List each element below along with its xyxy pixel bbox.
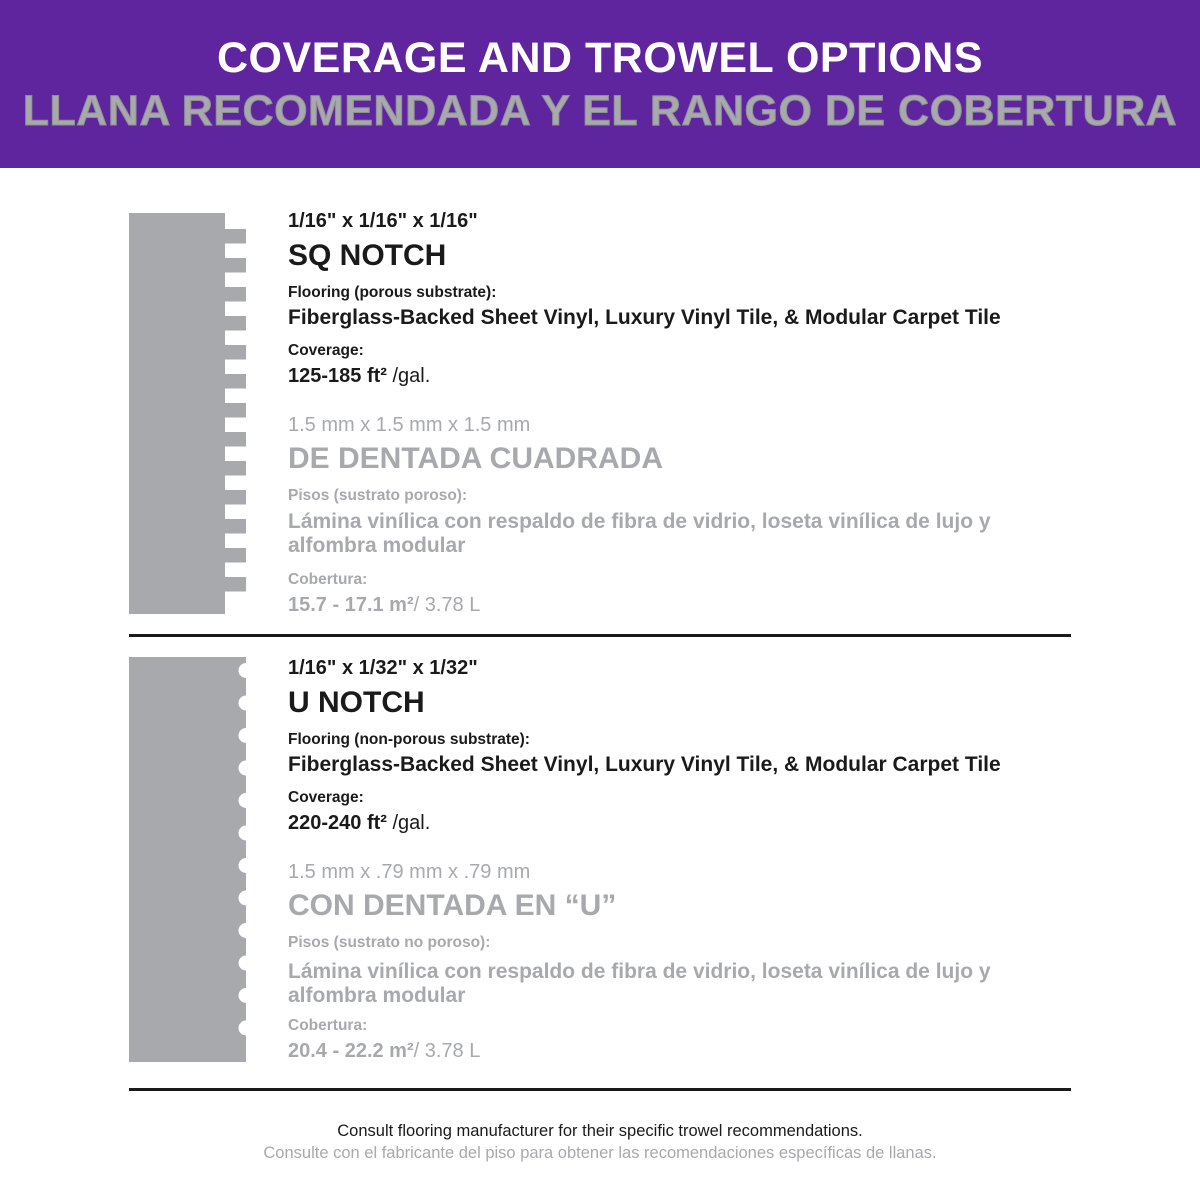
header-banner: [0, 0, 1200, 168]
u-notch-trowel-icon: [129, 657, 249, 1062]
u-coverage-es: [288, 1040, 480, 1063]
section-divider-1: [129, 634, 1071, 637]
u-flooring-value: Fiberglass-Backed Sheet Vinyl, Luxury Vinyl Tile, & Modular Carpet Tile: [288, 753, 1001, 776]
footer-note-spanish: Consulte con el fabricante del piso para obtener las recomendaciones específicas de llanas.: [263, 1144, 937, 1162]
sq-coverage: [288, 365, 430, 388]
u-coverage-value: 220-240 ft²: [288, 812, 387, 834]
u-flooring-value-es: Lámina vinílica con respaldo de fibra de vidrio, loseta vinílica de lujo y alfombra modular: [288, 960, 991, 1007]
section-divider-2: [129, 1088, 1071, 1091]
u-coverage: [288, 812, 430, 835]
sq-coverage-unit-es: / 3.78 L: [413, 594, 481, 616]
u-notch-title-es: CON DENTADA EN “U”: [288, 889, 617, 922]
square-notch-trowel-icon: [129, 213, 249, 614]
u-flooring-label-es: Pisos (sustrato no poroso):: [288, 934, 491, 951]
sq-coverage-unit: /gal.: [386, 365, 431, 387]
u-coverage-unit-es: / 3.78 L: [413, 1040, 481, 1062]
sq-dimensions-es: 1.5 mm x 1.5 mm x 1.5 mm: [288, 414, 531, 436]
sq-coverage-es: [288, 594, 480, 617]
sq-notch-title: SQ NOTCH: [288, 239, 447, 272]
u-coverage-label: Coverage:: [288, 789, 364, 806]
u-notch-title: U NOTCH: [288, 686, 425, 719]
u-dimensions-es: 1.5 mm x .79 mm x .79 mm: [288, 861, 531, 883]
footer-note-english: Consult flooring manufacturer for their specific trowel recommendations.: [337, 1122, 863, 1140]
sq-coverage-label-es: Cobertura:: [288, 571, 368, 588]
u-coverage-value-es: 20.4 - 22.2 m²: [288, 1040, 414, 1062]
sq-coverage-value-es: 15.7 - 17.1 m²: [288, 594, 414, 616]
u-flooring-label: Flooring (non-porous substrate):: [288, 731, 530, 748]
sq-flooring-label: Flooring (porous substrate):: [288, 284, 497, 301]
sq-coverage-label: Coverage:: [288, 342, 364, 359]
sq-coverage-value: 125-185 ft²: [288, 365, 387, 387]
u-dimensions: 1/16" x 1/32" x 1/32": [288, 657, 478, 679]
sq-flooring-value-es: Lámina vinílica con respaldo de fibra de vidrio, loseta vinílica de lujo y alfombra modular: [288, 510, 991, 557]
u-coverage-label-es: Cobertura:: [288, 1017, 368, 1034]
title-english: COVERAGE AND TROWEL OPTIONS: [216, 34, 984, 82]
title-spanish: LLANA RECOMENDADA Y EL RANGO DE COBERTURA: [22, 87, 1178, 135]
u-coverage-unit: /gal.: [386, 812, 431, 834]
sq-dimensions: 1/16" x 1/16" x 1/16": [288, 210, 478, 232]
sq-flooring-value: Fiberglass-Backed Sheet Vinyl, Luxury Vinyl Tile, & Modular Carpet Tile: [288, 306, 1001, 329]
sq-notch-title-es: DE DENTADA CUADRADA: [288, 442, 663, 475]
sq-flooring-label-es: Pisos (sustrato poroso):: [288, 487, 468, 504]
